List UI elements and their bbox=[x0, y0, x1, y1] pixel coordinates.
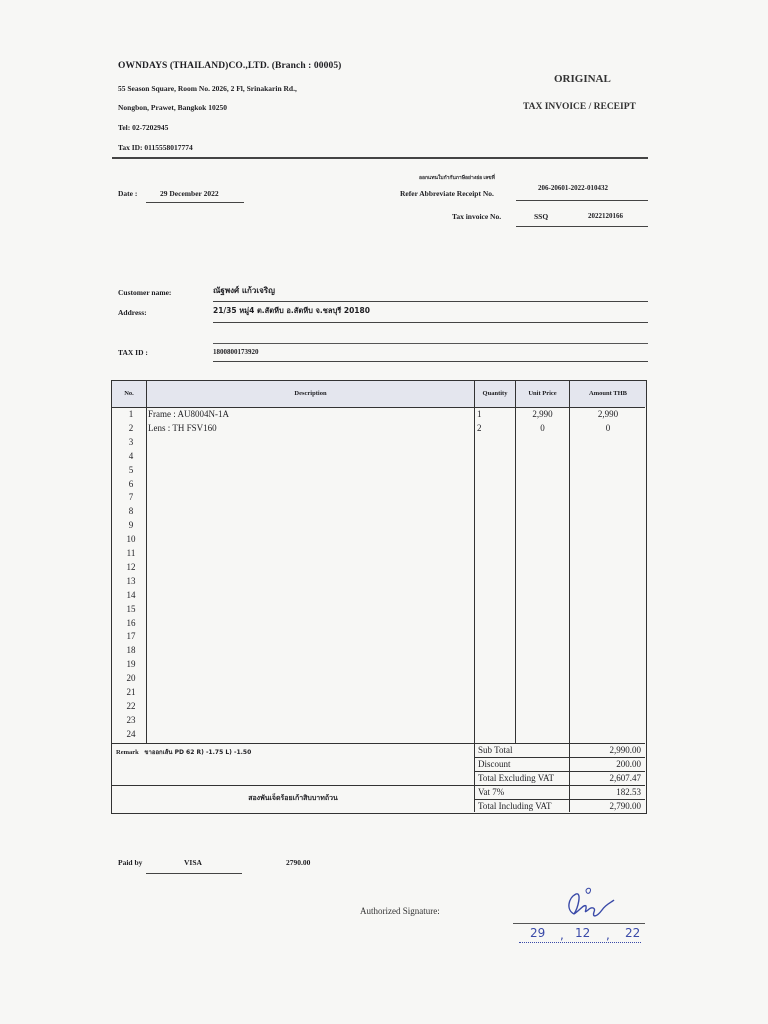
tax-invoice-number: 2022120166 bbox=[588, 212, 623, 220]
signature-date-year: 22 bbox=[625, 926, 641, 940]
remark-value: ขาออกเส้น PD 62 R) -1.75 L) -1.50 bbox=[144, 749, 252, 756]
row-number: 6 bbox=[128, 478, 134, 489]
company-tax-id: Tax ID: 0115558017774 bbox=[118, 143, 193, 152]
authorized-signature-label: Authorized Signature: bbox=[360, 906, 440, 916]
remark bbox=[116, 747, 251, 757]
row-number: 22 bbox=[126, 700, 136, 711]
company-name: OWNDAYS (THAILAND)CO.,LTD. (Branch : 00005) bbox=[118, 61, 342, 71]
item-quantity: 1 bbox=[477, 409, 482, 419]
signature-line bbox=[513, 923, 645, 924]
col-header-unit-price: Unit Price bbox=[516, 381, 569, 407]
total-value: 2,990.00 bbox=[609, 745, 641, 755]
tax-invoice-prefix: SSQ bbox=[534, 212, 549, 221]
row-number: 8 bbox=[128, 506, 134, 517]
date-value: 29 December 2022 bbox=[146, 189, 244, 203]
tax-id-label: TAX ID : bbox=[118, 348, 148, 357]
total-value: 200.00 bbox=[616, 759, 641, 769]
col-header-quantity: Quantity bbox=[475, 381, 515, 407]
amount-in-words: สองพันเจ็ดร้อยเก้าสิบบาทถ้วน bbox=[248, 794, 338, 802]
tax-id-value: 1800800173920 bbox=[213, 348, 648, 362]
signature-scribble bbox=[556, 884, 618, 924]
signature-date-underline bbox=[519, 942, 641, 943]
item-amount: 2,990 bbox=[597, 409, 619, 419]
items-table bbox=[111, 380, 647, 814]
row-number: 19 bbox=[126, 659, 136, 670]
tax-invoice-field bbox=[516, 212, 648, 227]
customer-name-value: ณัฐพงศ์ แก้วเจริญ bbox=[213, 284, 648, 302]
tax-invoice-label: Tax invoice No. bbox=[452, 212, 502, 221]
date-label: Date : bbox=[118, 189, 138, 198]
row-number: 2 bbox=[128, 422, 134, 433]
col-header-no: No. bbox=[112, 381, 146, 407]
item-unit-price: 0 bbox=[540, 422, 545, 433]
row-number: 20 bbox=[126, 673, 136, 684]
row-number: 4 bbox=[128, 450, 134, 461]
row-number: 1 bbox=[128, 409, 134, 419]
total-value: 182.53 bbox=[616, 787, 641, 797]
signature-date-day: 29 bbox=[530, 926, 546, 940]
total-label: Vat 7% bbox=[478, 787, 505, 797]
item-description: Lens : TH FSV160 bbox=[148, 422, 217, 433]
total-label: Sub Total bbox=[478, 745, 513, 755]
copy-label: ORIGINAL bbox=[554, 73, 611, 85]
row-number: 5 bbox=[128, 464, 134, 475]
total-label: Total Excluding VAT bbox=[478, 773, 555, 783]
document-title: TAX INVOICE / RECEIPT bbox=[523, 102, 636, 112]
refer-thai-label: ออกแทนใบกำกับภาษีอย่างย่อ เลขที่ bbox=[419, 176, 495, 181]
paid-by-label: Paid by bbox=[118, 858, 143, 867]
item-amount: 0 bbox=[605, 422, 611, 433]
company-address-line2: Nongbon, Prawet, Bangkok 10250 bbox=[118, 103, 227, 112]
item-description: Frame : AU8004N-1A bbox=[148, 409, 229, 419]
item-quantity: 2 bbox=[477, 422, 482, 433]
row-number: 21 bbox=[126, 687, 136, 697]
col-header-description: Description bbox=[147, 381, 474, 407]
signature-date-month: 12 bbox=[575, 926, 591, 940]
remark-label: Remark bbox=[116, 749, 139, 756]
row-number: 13 bbox=[126, 575, 136, 586]
row-number: 18 bbox=[126, 645, 136, 656]
row-number: 23 bbox=[126, 714, 136, 725]
row-number: 12 bbox=[126, 561, 136, 572]
refer-label: Refer Abbreviate Receipt No. bbox=[400, 189, 494, 198]
header-divider bbox=[112, 157, 648, 159]
row-number: 10 bbox=[126, 534, 136, 545]
row-number: 9 bbox=[128, 520, 134, 531]
address-label: Address: bbox=[118, 308, 147, 317]
item-unit-price: 2,990 bbox=[532, 409, 553, 419]
total-label: Total Including VAT bbox=[478, 801, 552, 811]
row-number: 16 bbox=[126, 617, 136, 628]
row-number: 17 bbox=[126, 631, 136, 642]
payment-method: VISA bbox=[146, 858, 242, 874]
refer-value: 206-20601-2022-010432 bbox=[516, 184, 648, 201]
customer-name-label: Customer name: bbox=[118, 288, 172, 297]
row-number: 3 bbox=[128, 436, 134, 447]
address-line-2 bbox=[213, 343, 648, 344]
company-tel: Tel: 02-7202945 bbox=[118, 123, 169, 132]
row-number: 14 bbox=[126, 589, 136, 600]
total-value: 2,607.47 bbox=[609, 773, 641, 783]
col-header-amount: Amount THB bbox=[570, 381, 646, 407]
total-value: 2,790.00 bbox=[609, 801, 641, 811]
total-label: Discount bbox=[478, 759, 511, 769]
payment-amount: 2790.00 bbox=[286, 858, 311, 867]
row-number: 24 bbox=[126, 728, 136, 739]
row-number: 11 bbox=[126, 548, 136, 558]
row-number: 15 bbox=[126, 603, 136, 614]
address-value: 21/35 หมู่4 ต.สัตหีบ อ.สัตหีบ จ.ชลบุรี 20180 bbox=[213, 305, 648, 323]
row-number: 7 bbox=[128, 492, 134, 503]
company-address-line1: 55 Season Square, Room No. 2026, 2 Fl, Srinakarin Rd., bbox=[118, 84, 297, 93]
